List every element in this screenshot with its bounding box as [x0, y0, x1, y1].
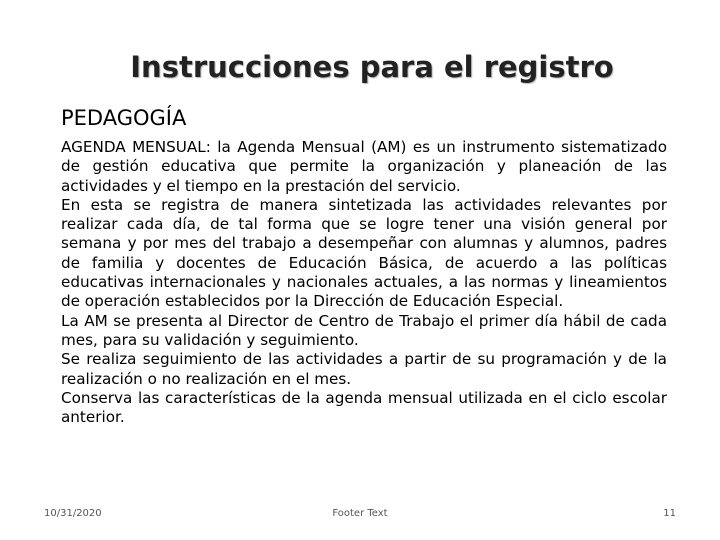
- footer-page-number: 11: [663, 508, 676, 519]
- slide-content: [61, 106, 667, 427]
- paragraph-registration: En esta se registra de manera sintetizada las actividades relevantes por realizar cada día, de tal forma que se logre tener una visión general por semana y por mes del trabajo a desempeñar con alumnas y alumnos, padres de familia y docentes de Educación Básica, de acuerdo a las políticas educativas internacionales y nacionales actuales, a las normas y lineamientos de operación establecidos por la Dirección de Educación Especial.: [61, 195, 667, 311]
- paragraph-follow-up: Se realiza seguimiento de las actividades a partir de su programación y de la realización o no realización en el mes.: [61, 350, 667, 388]
- footer-text: Footer Text: [332, 508, 388, 519]
- section-subheading: PEDAGOGÍA: [61, 106, 187, 130]
- paragraph-conservation: Conserva las características de la agenda mensual utilizada en el ciclo escolar anterior.: [61, 388, 667, 427]
- paragraph-agenda-definition: AGENDA MENSUAL: la Agenda Mensual (AM) es un instrumento sistematizado de gestión educativa que permite la organización y planeación de las actividades y el tiempo en la prestación del servicio.: [61, 138, 667, 195]
- slide-title: Instrucciones para el registro: [130, 50, 614, 84]
- paragraph-presentation: La AM se presenta al Director de Centro de Trabajo el primer día hábil de cada mes, para su validación y seguimiento.: [61, 311, 667, 349]
- footer-date: 10/31/2020: [44, 508, 102, 519]
